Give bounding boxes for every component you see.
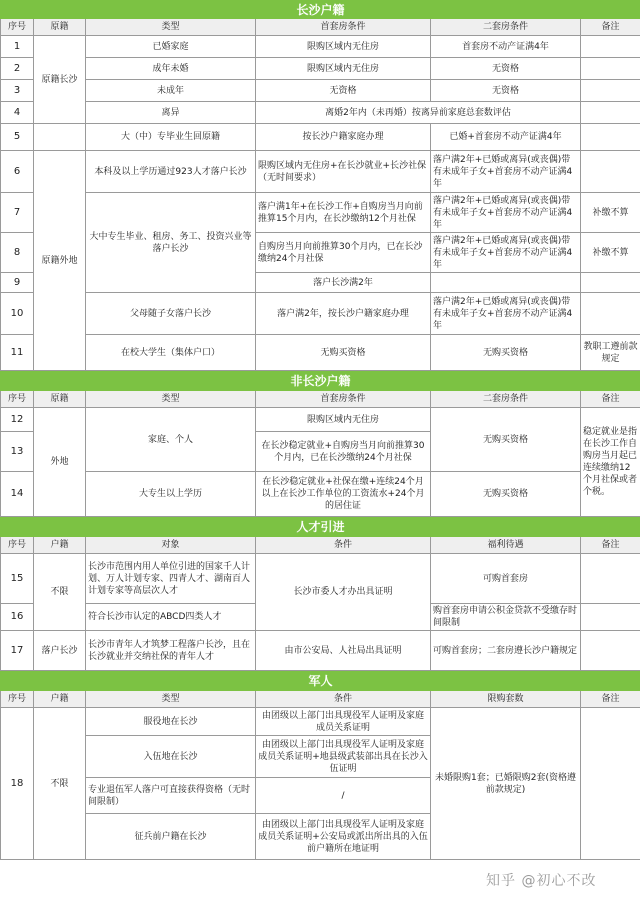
- header-huji: 户籍: [34, 691, 86, 708]
- header-yuanji: 原籍: [34, 391, 86, 408]
- type-cell: 大中专生毕业、租房、务工、投资兴业等落户长沙: [86, 193, 256, 293]
- note-cell: 稳定就业是指在长沙工作自购房当月起已连续缴纳12个月社保或者个税。: [581, 408, 640, 517]
- header-first: 首套房条件: [256, 19, 431, 36]
- welfare-cell: 购首套房申请公积金贷款不受缴存时间限制: [431, 604, 581, 631]
- header-seq: 序号: [1, 391, 34, 408]
- note-cell: [581, 631, 640, 671]
- condition-cell: 由团级以上部门出具现役军人证明及家庭成员关系证明: [256, 708, 431, 736]
- header-object: 对象: [86, 537, 256, 554]
- header-note: 备注: [581, 691, 640, 708]
- type-cell: 本科及以上学历通过923人才落户长沙: [86, 151, 256, 193]
- row-number: 9: [1, 273, 34, 293]
- note-cell: [581, 604, 640, 631]
- row-number: 12: [1, 408, 34, 432]
- note-cell: [581, 554, 640, 604]
- note-cell: [581, 58, 640, 80]
- note-cell: [581, 36, 640, 58]
- welfare-cell: 可购首套房: [431, 554, 581, 604]
- type-cell: 大（中）专毕业生回原籍: [86, 124, 256, 151]
- object-cell: 符合长沙市认定的ABCD四类人才: [86, 604, 256, 631]
- second-home-cell: 无购买资格: [431, 335, 581, 371]
- first-home-cell: 限购区域内无住房: [256, 36, 431, 58]
- second-home-cell: 无资格: [431, 58, 581, 80]
- row-number: 17: [1, 631, 34, 671]
- type-cell: 离异: [86, 102, 256, 124]
- condition-cell: 长沙市委人才办出具证明: [256, 554, 431, 631]
- row-number: 8: [1, 233, 34, 273]
- row-number: 10: [1, 293, 34, 335]
- second-home-cell: 落户满2年+已婚或离异(或丧偶)带有未成年子女+首套房不动产证满4年: [431, 151, 581, 193]
- type-cell: 未成年: [86, 80, 256, 102]
- header-seq: 序号: [1, 537, 34, 554]
- header-note: 备注: [581, 391, 640, 408]
- object-cell: 长沙市范围内用人单位引进的国家千人计划、万人计划专家、四青人才、湖南百人计划专家等高层次人才: [86, 554, 256, 604]
- header-welfare: 福利待遇: [431, 537, 581, 554]
- row-number: 1: [1, 36, 34, 58]
- header-condition: 条件: [256, 537, 431, 554]
- first-home-cell: 限购区域内无住房: [256, 58, 431, 80]
- type-cell: 父母随子女落户长沙: [86, 293, 256, 335]
- second-home-cell: 无购买资格: [431, 472, 581, 517]
- first-home-cell: 无资格: [256, 80, 431, 102]
- row-number: 16: [1, 604, 34, 631]
- huji-cell: 不限: [34, 554, 86, 631]
- note-cell: 教职工遵前款规定: [581, 335, 640, 371]
- second-home-cell: 落户满2年+已婚或离异(或丧偶)带有未成年子女+首套房不动产证满4年: [431, 293, 581, 335]
- first-home-cell: 落户长沙满2年: [256, 273, 431, 293]
- type-cell: 家庭、个人: [86, 408, 256, 472]
- type-cell: 大专生以上学历: [86, 472, 256, 517]
- limit-cell: 未婚限购1套；已婚限购2套(资格遵前款规定): [431, 708, 581, 860]
- section-title-non-changsha: 非长沙户籍: [1, 371, 640, 391]
- row-number: 13: [1, 432, 34, 472]
- second-home-cell: [431, 273, 581, 293]
- row-number: 5: [1, 124, 34, 151]
- row-number: 18: [1, 708, 34, 860]
- object-cell: 长沙市青年人才筑梦工程落户长沙，且在长沙就业并交纳社保的青年人才: [86, 631, 256, 671]
- huji-cell: 不限: [34, 708, 86, 860]
- origin-cell: 原籍长沙: [34, 36, 86, 124]
- welfare-cell: 可购首套房；二套房遵长沙户籍规定: [431, 631, 581, 671]
- note-cell: [581, 151, 640, 193]
- condition-cell: 由市公安局、人社局出具证明: [256, 631, 431, 671]
- origin-cell-empty: [34, 124, 86, 151]
- type-cell: 服役地在长沙: [86, 708, 256, 736]
- type-cell: 在校大学生（集体户口）: [86, 335, 256, 371]
- row-number: 4: [1, 102, 34, 124]
- huji-cell: 落户长沙: [34, 631, 86, 671]
- row-number: 2: [1, 58, 34, 80]
- note-cell: [581, 708, 640, 860]
- type-cell: 入伍地在长沙: [86, 736, 256, 778]
- type-cell: 征兵前户籍在长沙: [86, 814, 256, 860]
- note-cell: 补缴不算: [581, 193, 640, 233]
- first-home-cell: 自购房当月向前推算30个月内，已在长沙缴纳24个月社保: [256, 233, 431, 273]
- note-cell: [581, 293, 640, 335]
- header-first: 首套房条件: [256, 391, 431, 408]
- first-home-cell: 按长沙户籍家庭办理: [256, 124, 431, 151]
- condition-cell: 由团级以上部门出具现役军人证明及家庭成员关系证明+公安局或派出所出具的入伍前户籍所在地证明: [256, 814, 431, 860]
- row-number: 3: [1, 80, 34, 102]
- first-home-cell: 限购区域内无住房+在长沙就业+长沙社保（无时间要求）: [256, 151, 431, 193]
- section-title-talent: 人才引进: [1, 517, 640, 537]
- second-home-cell: 落户满2年+已婚或离异(或丧偶)带有未成年子女+首套房不动产证满4年: [431, 193, 581, 233]
- note-cell: 补缴不算: [581, 233, 640, 273]
- origin-cell: 外地: [34, 408, 86, 517]
- note-cell: [581, 80, 640, 102]
- condition-cell: /: [256, 778, 431, 814]
- condition-cell: 由团级以上部门出具现役军人证明及家庭成员关系证明+地县级武装部出具在长沙入伍证明: [256, 736, 431, 778]
- header-condition: 条件: [256, 691, 431, 708]
- section-title-military: 军人: [1, 671, 640, 691]
- first-home-cell: 无购买资格: [256, 335, 431, 371]
- type-cell: 成年未婚: [86, 58, 256, 80]
- type-cell: 专业退伍军人落户可直接获得资格（无时间限制）: [86, 778, 256, 814]
- note-cell: [581, 102, 640, 124]
- row-number: 15: [1, 554, 34, 604]
- second-home-cell: 无购买资格: [431, 408, 581, 472]
- type-cell: 已婚家庭: [86, 36, 256, 58]
- header-yuanji: 原籍: [34, 19, 86, 36]
- second-home-cell: 首套房不动产证满4年: [431, 36, 581, 58]
- header-second: 二套房条件: [431, 391, 581, 408]
- section-title-changsha: 长沙户籍: [1, 1, 640, 19]
- watermark: 知乎 @初心不改: [486, 873, 597, 889]
- first-home-cell: 落户满2年，按长沙户籍家庭办理: [256, 293, 431, 335]
- header-type: 类型: [86, 19, 256, 36]
- header-seq: 序号: [1, 19, 34, 36]
- header-type: 类型: [86, 391, 256, 408]
- first-home-cell: 限购区域内无住房: [256, 408, 431, 432]
- header-type: 类型: [86, 691, 256, 708]
- row-number: 6: [1, 151, 34, 193]
- row-number: 7: [1, 193, 34, 233]
- first-home-cell: 在长沙稳定就业+社保在缴+连续24个月以上在长沙工作单位的工资流水+24个月的居住证: [256, 472, 431, 517]
- header-note: 备注: [581, 19, 640, 36]
- header-limit: 限购套数: [431, 691, 581, 708]
- origin-cell: 原籍外地: [34, 151, 86, 371]
- first-home-cell: 在长沙稳定就业+自购房当月向前推算30个月内，已在长沙缴纳24个月社保: [256, 432, 431, 472]
- header-second: 二套房条件: [431, 19, 581, 36]
- note-cell: [581, 124, 640, 151]
- header-note: 备注: [581, 537, 640, 554]
- first-home-cell: 落户满1年+在长沙工作+自购房当月向前推算15个月内，在长沙缴纳12个月社保: [256, 193, 431, 233]
- header-huji: 户籍: [34, 537, 86, 554]
- row-number: 11: [1, 335, 34, 371]
- merged-condition-cell: 离婚2年内（未再婚）按离异前家庭总套数评估: [256, 102, 581, 124]
- second-home-cell: 落户满2年+已婚或离异(或丧偶)带有未成年子女+首套房不动产证满4年: [431, 233, 581, 273]
- second-home-cell: 无资格: [431, 80, 581, 102]
- row-number: 14: [1, 472, 34, 517]
- note-cell: [581, 273, 640, 293]
- second-home-cell: 已婚+首套房不动产证满4年: [431, 124, 581, 151]
- header-seq: 序号: [1, 691, 34, 708]
